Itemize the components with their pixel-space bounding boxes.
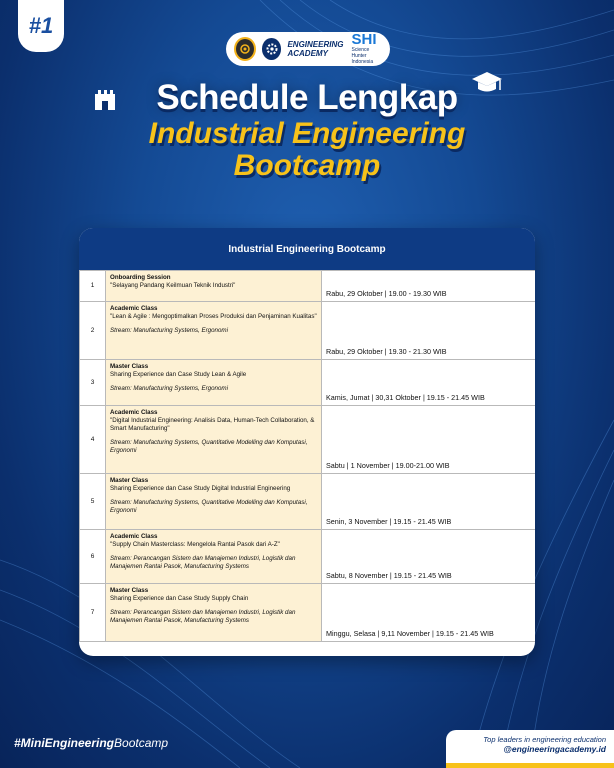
shi-logo: SHI Science Hunter Indonesia bbox=[351, 31, 377, 65]
event-description bbox=[106, 406, 322, 474]
episode-badge: #1 bbox=[18, 0, 64, 52]
event-type: Master Class bbox=[110, 587, 149, 594]
event-stream: Stream: Manufacturing Systems, Ergonomi bbox=[110, 327, 228, 334]
event-type: Academic Class bbox=[110, 533, 158, 540]
row-number: 1 bbox=[80, 271, 106, 302]
partner-logos bbox=[226, 32, 390, 66]
event-type: Master Class bbox=[110, 363, 149, 370]
row-number: 6 bbox=[80, 530, 106, 584]
row-number: 7 bbox=[80, 584, 106, 642]
hashtag: #MiniEngineeringBootcamp bbox=[14, 736, 169, 750]
tagline: Top leaders in engineering education bbox=[483, 735, 606, 744]
event-time: Minggu, Selasa | 9,11 November | 19.15 - 21.45 WIB bbox=[322, 584, 536, 642]
faculty-logo-icon bbox=[234, 37, 256, 61]
title-line-2: Industrial Engineering bbox=[148, 117, 466, 150]
table-row bbox=[80, 406, 536, 474]
gear-icon bbox=[262, 38, 282, 60]
title-line-1: Schedule Lengkap bbox=[156, 78, 458, 117]
table-row bbox=[80, 530, 536, 584]
event-title: "Selayang Pandang Keilmuan Teknik Industri" bbox=[110, 282, 236, 289]
accent-strip bbox=[446, 763, 614, 768]
event-title: Sharing Experience dan Case Study Lean & Agile bbox=[110, 371, 247, 378]
event-title: "Supply Chain Masterclass: Mengelola Rantai Pasok dari A-Z" bbox=[110, 541, 280, 548]
event-description bbox=[106, 530, 322, 584]
table-row bbox=[80, 584, 536, 642]
row-number: 4 bbox=[80, 406, 106, 474]
event-description bbox=[106, 360, 322, 406]
page-title bbox=[0, 78, 614, 182]
event-time: Rabu, 29 Oktober | 19.00 - 19.30 WIB bbox=[322, 271, 536, 302]
event-type: Academic Class bbox=[110, 409, 158, 416]
event-stream: Stream: Manufacturing Systems, Quantitative Modelling dan Komputasi, Ergonomi bbox=[110, 499, 308, 514]
event-type: Onboarding Session bbox=[110, 274, 171, 281]
website-link[interactable]: @engineeringacademy.id bbox=[503, 744, 606, 754]
table-row bbox=[80, 271, 536, 302]
row-number: 5 bbox=[80, 474, 106, 530]
engineering-academy-wordmark: ENGINEERING ACADEMY bbox=[287, 40, 344, 58]
event-time: Sabtu | 1 November | 19.00-21.00 WIB bbox=[322, 406, 536, 474]
event-title: "Digital Industrial Engineering: Analisis Data, Human-Tech Collaboration, & Smart Manufacturing" bbox=[110, 417, 315, 432]
event-time: Sabtu, 8 November | 19.15 - 21.45 WIB bbox=[322, 530, 536, 584]
event-description bbox=[106, 271, 322, 302]
event-description bbox=[106, 302, 322, 360]
event-stream: Stream: Manufacturing Systems, Ergonomi bbox=[110, 385, 228, 392]
schedule-card bbox=[79, 228, 535, 656]
schedule-table bbox=[79, 270, 535, 642]
title-line-3: Bootcamp bbox=[233, 149, 381, 182]
event-description bbox=[106, 584, 322, 642]
table-row bbox=[80, 302, 536, 360]
event-type: Academic Class bbox=[110, 305, 158, 312]
row-number: 2 bbox=[80, 302, 106, 360]
event-type: Master Class bbox=[110, 477, 149, 484]
event-stream: Stream: Perancangan Sistem dan Manajemen Industri, Logistik dan Manajemen Rantai Pasok, Manufacturing Systems bbox=[110, 555, 296, 570]
row-number: 3 bbox=[80, 360, 106, 406]
event-title: Sharing Experience dan Case Study Digital Industrial Engineering bbox=[110, 485, 291, 492]
event-title: "Lean & Agile : Mengoptimalkan Proses Produksi dan Penjaminan Kualitas" bbox=[110, 313, 317, 320]
event-time: Rabu, 29 Oktober | 19.30 - 21.30 WIB bbox=[322, 302, 536, 360]
event-time: Kamis, Jumat | 30,31 Oktober | 19.15 - 21.45 WIB bbox=[322, 360, 536, 406]
event-stream: Stream: Perancangan Sistem dan Manajemen Industri, Logistik dan Manajemen Rantai Pasok, Manufacturing Systems bbox=[110, 609, 296, 624]
event-time: Senin, 3 November | 19.15 - 21.45 WIB bbox=[322, 474, 536, 530]
table-row bbox=[80, 474, 536, 530]
event-title: Sharing Experience dan Case Study Supply Chain bbox=[110, 595, 249, 602]
event-stream: Stream: Manufacturing Systems, Quantitative Modelling dan Komputasi, Ergonomi bbox=[110, 439, 308, 454]
event-description bbox=[106, 474, 322, 530]
schedule-header: Industrial Engineering Bootcamp bbox=[79, 228, 535, 270]
table-row bbox=[80, 360, 536, 406]
